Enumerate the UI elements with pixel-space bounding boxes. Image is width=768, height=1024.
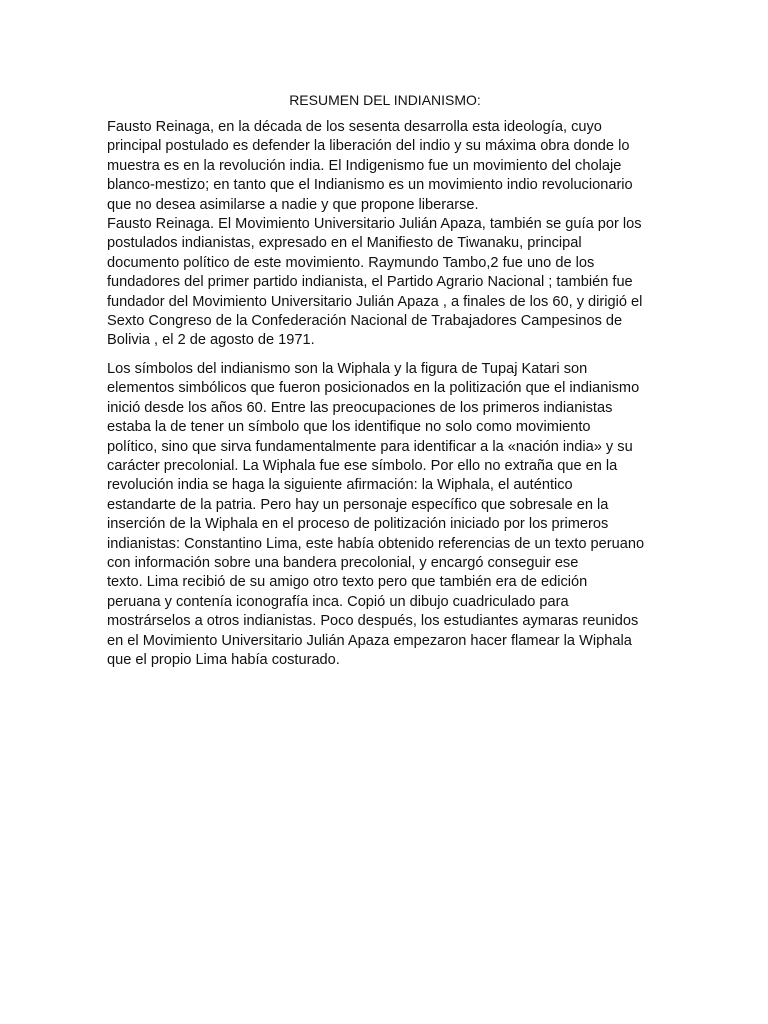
document-title: RESUMEN DEL INDIANISMO: bbox=[289, 92, 481, 108]
paragraph-2: Fausto Reinaga. El Movimiento Universitario Julián Apaza, también se guía por los postulados indianistas, expresado en el Manifiesto de Tiwanaku, principal documento político de este movimiento. Raymundo Tambo,2 fue uno de los fundadores del primer partido indianista, el Partido Agrario Nacional ; también fue fundador del Movimiento Universitario Julián Apaza , a finales de los 60, y dirigió el Sexto Congreso de la Confederación Nacional de Trabajadores Campesinos de Bolivia , el 2 de agosto de 1971. bbox=[107, 216, 643, 349]
paragraph-1: Fausto Reinaga, en la década de los sesenta desarrolla esta ideología, cuyo principal postulado es defender la liberación del indio y su máxima obra donde lo muestra es en la revolución india. El Indigenismo fue un movimiento del cholaje blanco-mestizo; en tanto que el Indianismo es un movimiento indio revolucionario que no desea asimilarse a nadie y que propone liberarse. bbox=[107, 119, 633, 213]
paragraph-3: Los símbolos del indianismo son la Wiphala y la figura de Tupaj Katari son elementos simbólicos que fueron posicionados en la politización que el indianismo inició desde los años 60. Entre las preocupaciones de los primeros indianistas estaba la de tener un símbolo que los identifique no solo como movimiento político, sino que sirva fundamentalmente para identificar a la «nación india» y su carácter precolonial. La Wiphala fue ese símbolo. Por ello no extraña que en la revolución india se haga la siguiente afirmación: la Wiphala, el auténtico estandarte de la patria. Pero hay un personaje específico que sobresale en la inserción de la Wiphala en el proceso de politización iniciado por los primeros indianistas: Constantino Lima, este había obtenido referencias de un texto peruano con información sobre una bandera precolonial, y encargó conseguir ese texto. Lima recibió de su amigo otro texto pero que también era de edición peruana y contenía iconografía inca. Copió un dibujo cuadriculado para mostrárselos a otros indianistas. Poco después, los estudiantes aymaras reunidos en el Movimiento Universitario Julián Apaza empezaron hacer flamear la Wiphala que el propio Lima había costurado. bbox=[107, 360, 645, 668]
document-page bbox=[107, 90, 663, 670]
